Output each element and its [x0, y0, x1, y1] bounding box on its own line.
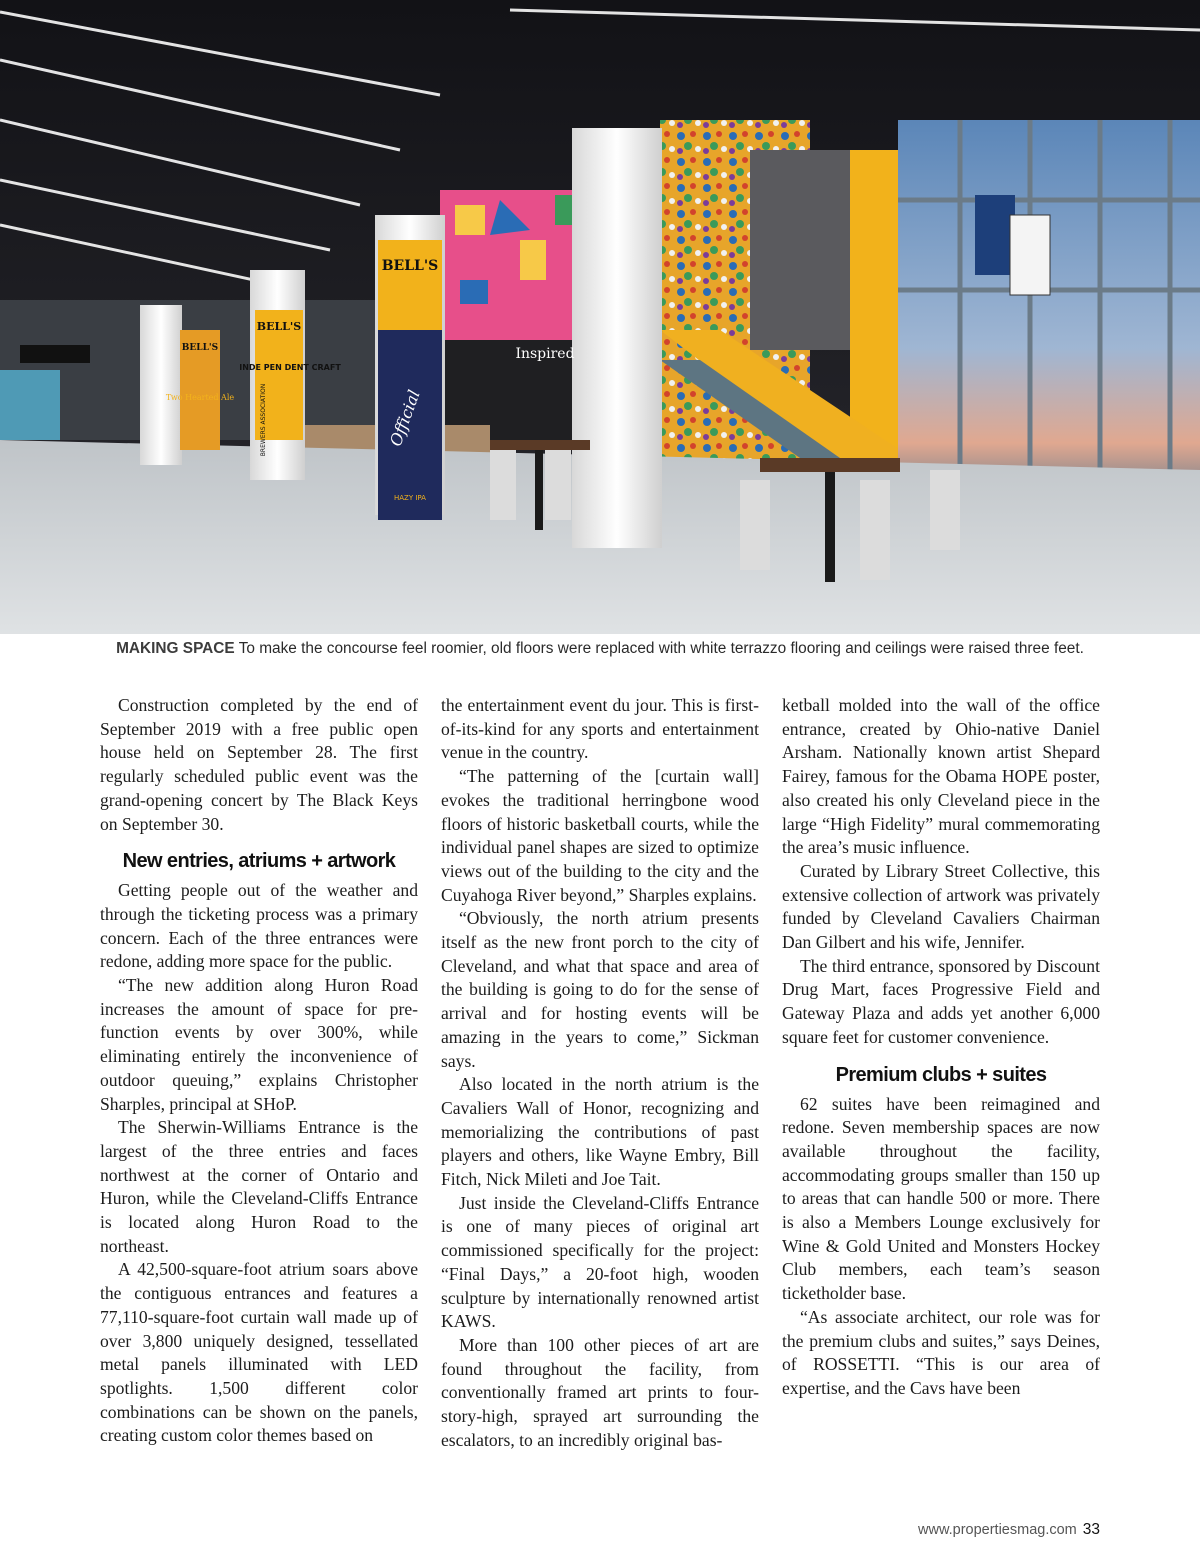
page-number: 33: [1082, 1521, 1100, 1538]
paragraph: Also located in the north atrium is the Cavaliers Wall of Honor, recognizing and memorializing the contributions of past players and others, like Wayne Embry, Bill Fitch, Nick Mileti and Joe Tait.: [441, 1074, 759, 1190]
paragraph: “The patterning of the [curtain wall] evokes the traditional herringbone wood floors of historic basketball courts, while the individual panel shapes are sized to optimize views out of the building to the city and the Cuyahoga River beyond,” Sharples explains.: [441, 766, 759, 905]
concourse-illustration: [0, 0, 1200, 634]
section-heading: Premium clubs + suites: [835, 1063, 1047, 1086]
paragraph: 62 suites have been reimagined and redone. Seven membership spaces are now available throughout the facility, accommodating groups smaller than 150 up to areas that can handle 500 or more. There is also a Members Lounge exclusively for Wine & Gold United and Monsters Hockey Club members, each team’s season ticketholder base.: [782, 1093, 1100, 1304]
article-column-1: [100, 694, 418, 1448]
page-footer: [918, 1521, 1100, 1539]
paragraph: Just inside the Cleveland-Cliffs Entrance is one of many pieces of original art commissioned specifically for the project: “Final Days,” a 20-foot high, wooden sculpture by internationally renowned artist KAWS.: [441, 1192, 759, 1332]
article-column-3: [782, 694, 1100, 1401]
brewers-association-label: BREWERS ASSOCIATION: [260, 383, 267, 457]
inspired-sign: Inspired: [515, 346, 575, 362]
concourse-photo: [0, 0, 1200, 634]
two-hearted-sign: Two Hearted Ale: [165, 393, 235, 402]
paragraph: “The new addition along Huron Road increases the amount of space for pre-function events by over 300%, while eliminating entirely the inconvenience of outdoor queuing,” explains Christopher Sharples, principal at SHoP.: [100, 975, 418, 1114]
paragraph: More than 100 other pieces of art are found throughout the facility, from conventionally framed art prints to four-story-high, sprayed art surrounding the escalators, to an incredibly original bas-: [441, 1334, 759, 1450]
footer-url[interactable]: www.propertiesmag.com: [918, 1522, 1077, 1538]
paragraph: “Obviously, the north atrium presents itself as the new front porch to the city of Cleveland, and what that space and area of the building is going to do for the sense of arrival and for hosting events will be amazing in the years to come,” Sickman says.: [441, 908, 759, 1071]
paragraph: the entertainment event du jour. This is first-of-its-kind for any sports and entertainment venue in the country.: [441, 695, 759, 763]
caption-lead: MAKING SPACE: [116, 640, 235, 657]
paragraph: The third entrance, sponsored by Discount Drug Mart, faces Progressive Field and Gateway Plaza and adds yet another 6,000 square feet for customer convenience.: [782, 955, 1100, 1047]
paragraph: A 42,500-square-foot atrium soars above the contiguous entrances and features a 77,110-square-foot curtain wall made up of over 3,800 uniquely designed, tessellated metal panels illuminated with LED spotlights. 1,500 different color combinations can be shown on the panels, creating custom color themes based on: [100, 1259, 418, 1446]
official-sign: Official: [385, 387, 424, 449]
paragraph: Construction completed by the end of September 2019 with a free public open house held on September 28. The first regularly scheduled public event was the grand-opening concert by The Black Keys on September 30.: [100, 695, 418, 834]
paragraph: Getting people out of the weather and through the ticketing process was a primary concern. Each of the three entrances were redone, adding more space for the public.: [100, 880, 418, 972]
caption-text: To make the concourse feel roomier, old floors were replaced with white terrazzo flooring and ceilings were raised three feet.: [238, 640, 1084, 657]
photo-caption: [0, 640, 1200, 658]
paragraph: The Sherwin-Williams Entrance is the largest of the three entries and faces northwest at the corner of Ontario and Huron, while the Cleveland-Cliffs Entrance is located along Huron Road to the northeast.: [100, 1117, 418, 1256]
paragraph: “As associate architect, our role was for the premium clubs and suites,” says Deines, of ROSSETTI. “This is our area of expertise, and the Cavs have been: [782, 1306, 1100, 1398]
bells-sign-1: BELL'S: [181, 343, 219, 353]
hazy-ipa-label: HAZY IPA: [394, 494, 426, 502]
paragraph: Curated by Library Street Collective, this extensive collection of artwork was privately funded by Cleveland Cavaliers Chairman Dan Gilbert and his wife, Jennifer.: [782, 860, 1100, 953]
paragraph: ketball molded into the wall of the office entrance, created by Ohio-native Daniel Arsham. Nationally known artist Shepard Fairey, famous for the Obama HOPE poster, also created his only Cleveland piece in the large “High Fidelity” mural commemorating the area’s music influence.: [782, 695, 1100, 858]
article-column-2: [441, 694, 759, 1453]
bells-sign-2: BELL'S: [256, 320, 302, 333]
section-heading: New entries, atriums + artwork: [122, 850, 396, 873]
independent-sign: INDE PEN DENT CRAFT: [239, 363, 341, 372]
bells-sign-3: BELL'S: [381, 258, 439, 274]
